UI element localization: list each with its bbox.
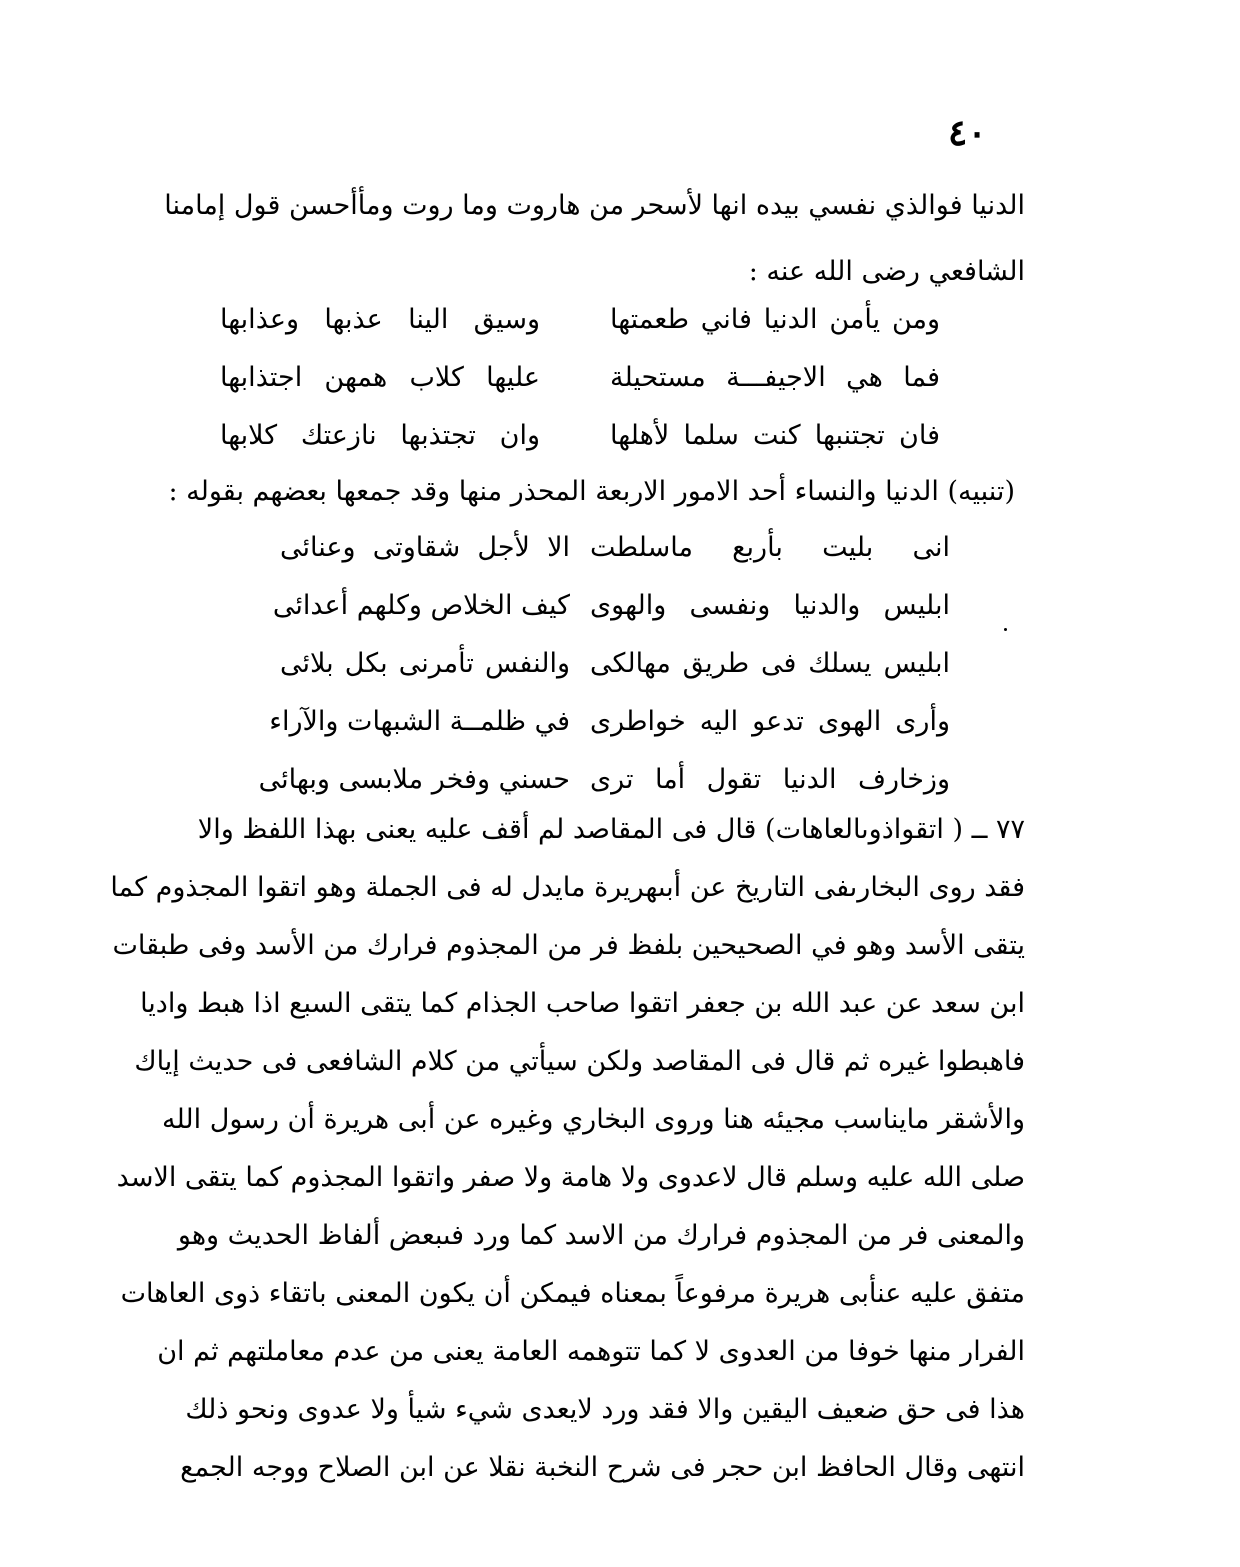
prose-line: الدنيا فوالذي نفسي بيده انها لأسحر من هاروت وما روت ومأأحسن قول إمامنا <box>164 190 1025 221</box>
verse-second-hemistich: وان تجتذبها نازعتك كلابها <box>220 420 540 451</box>
prose-line: صلى الله عليه وسلم قال لاعدوى ولا هامة ولا صفر واتقوا المجذوم كما يتقى الاسد <box>116 1162 1025 1193</box>
verse-line <box>0 760 1240 800</box>
prose-line: هذا فى حق ضعيف اليقين والا فقد ورد لايعدى شيء شيأ ولا عدوى ونحو ذلك <box>185 1394 1025 1425</box>
verse-second-hemistich: عليها كلاب همهن اجتذابها <box>220 362 540 393</box>
verse-first-hemistich: فما هي الاجيفـــة مستحيلة <box>610 362 940 393</box>
verse-first-hemistich: انى بليت بأربع ماسلطت <box>590 532 950 563</box>
prose-line: انتهى وقال الحافظ ابن حجر فى شرح النخبة نقلا عن ابن الصلاح ووجه الجمع <box>180 1452 1025 1483</box>
verse-first-hemistich: وزخارف الدنيا تقول أما ترى <box>590 764 950 795</box>
page-number: ٤٠ <box>948 112 987 154</box>
verse-first-hemistich: ابليس والدنيا ونفسى والهوى <box>590 590 950 621</box>
verse-first-hemistich: ومن يأمن الدنيا فاني طعمتها <box>610 304 940 335</box>
verse-first-hemistich: فان تجتنبها كنت سلما لأهلها <box>610 420 940 451</box>
verse-second-hemistich: كيف الخلاص وكلهم أعدائى <box>272 590 570 621</box>
prose-line: والأشقر مايناسب مجيئه هنا وروى البخاري وغيره عن أبى هريرة أن رسول الله <box>162 1104 1025 1135</box>
prose-line: الشافعي رضى الله عنه : <box>748 256 1025 287</box>
verse-line <box>0 644 1240 684</box>
prose-line: الفرار منها خوفا من العدوى لا كما تتوهمه العامة يعنى من عدم معاملتهم ثم ان <box>157 1336 1025 1367</box>
verse-second-hemistich: حسني وفخر ملابسى وبهائى <box>258 764 570 795</box>
prose-line: والمعنى فر من المجذوم فرارك من الاسد كما ورد فىبعض ألفاظ الحديث وهو <box>177 1220 1025 1251</box>
verse-first-hemistich: ابليس يسلك فى طريق مهالكى <box>590 648 950 679</box>
prose-line: فاهبطوا غيره ثم قال فى المقاصد ولكن سيأتي من كلام الشافعى فى حديث إياك <box>134 1046 1025 1077</box>
verse-line <box>0 586 1240 626</box>
verse-second-hemistich: والنفس تأمرنى بكل بلائى <box>280 648 570 679</box>
verse-first-hemistich: وأرى الهوى تدعو اليه خواطرى <box>590 706 950 737</box>
verse-second-hemistich: وسيق الينا عذبها وعذابها <box>220 304 540 335</box>
verse-line <box>0 358 1240 398</box>
verse-line <box>0 702 1240 742</box>
stray-dot <box>1004 628 1007 631</box>
verse-line <box>0 528 1240 568</box>
verse-line <box>0 300 1240 340</box>
prose-line: متفق عليه عنأبى هريرة مرفوعاً بمعناه فيمكن أن يكون المعنى باتقاء ذوى العاهات <box>120 1278 1025 1309</box>
verse-line <box>0 416 1240 456</box>
note-line: (تنبيه) الدنيا والنساء أحد الامور الاربعة المحذر منها وقد جمعها بعضهم بقوله : <box>168 476 1015 507</box>
verse-second-hemistich: الا لأجل شقاوتى وعنائى <box>280 532 570 563</box>
prose-line: ابن سعد عن عبد الله بن جعفر اتقوا صاحب الجذام كما يتقى السبع اذا هبط واديا <box>140 988 1025 1019</box>
prose-line: فقد روى البخارىفى التاريخ عن أبىهريرة مايدل له فى الجملة وهو اتقوا المجذوم كما <box>110 872 1025 903</box>
verse-second-hemistich: في ظلمــة الشبهات والآراء <box>269 706 570 737</box>
entry-heading-line: ٧٧ ــ ( اتقواذوىالعاهات) قال فى المقاصد لم أقف عليه يعنى بهذا اللفظ والا <box>197 814 1025 845</box>
prose-line: يتقى الأسد وهو في الصحيحين بلفظ فر من المجذوم فرارك من الأسد وفى طبقات <box>112 930 1025 961</box>
